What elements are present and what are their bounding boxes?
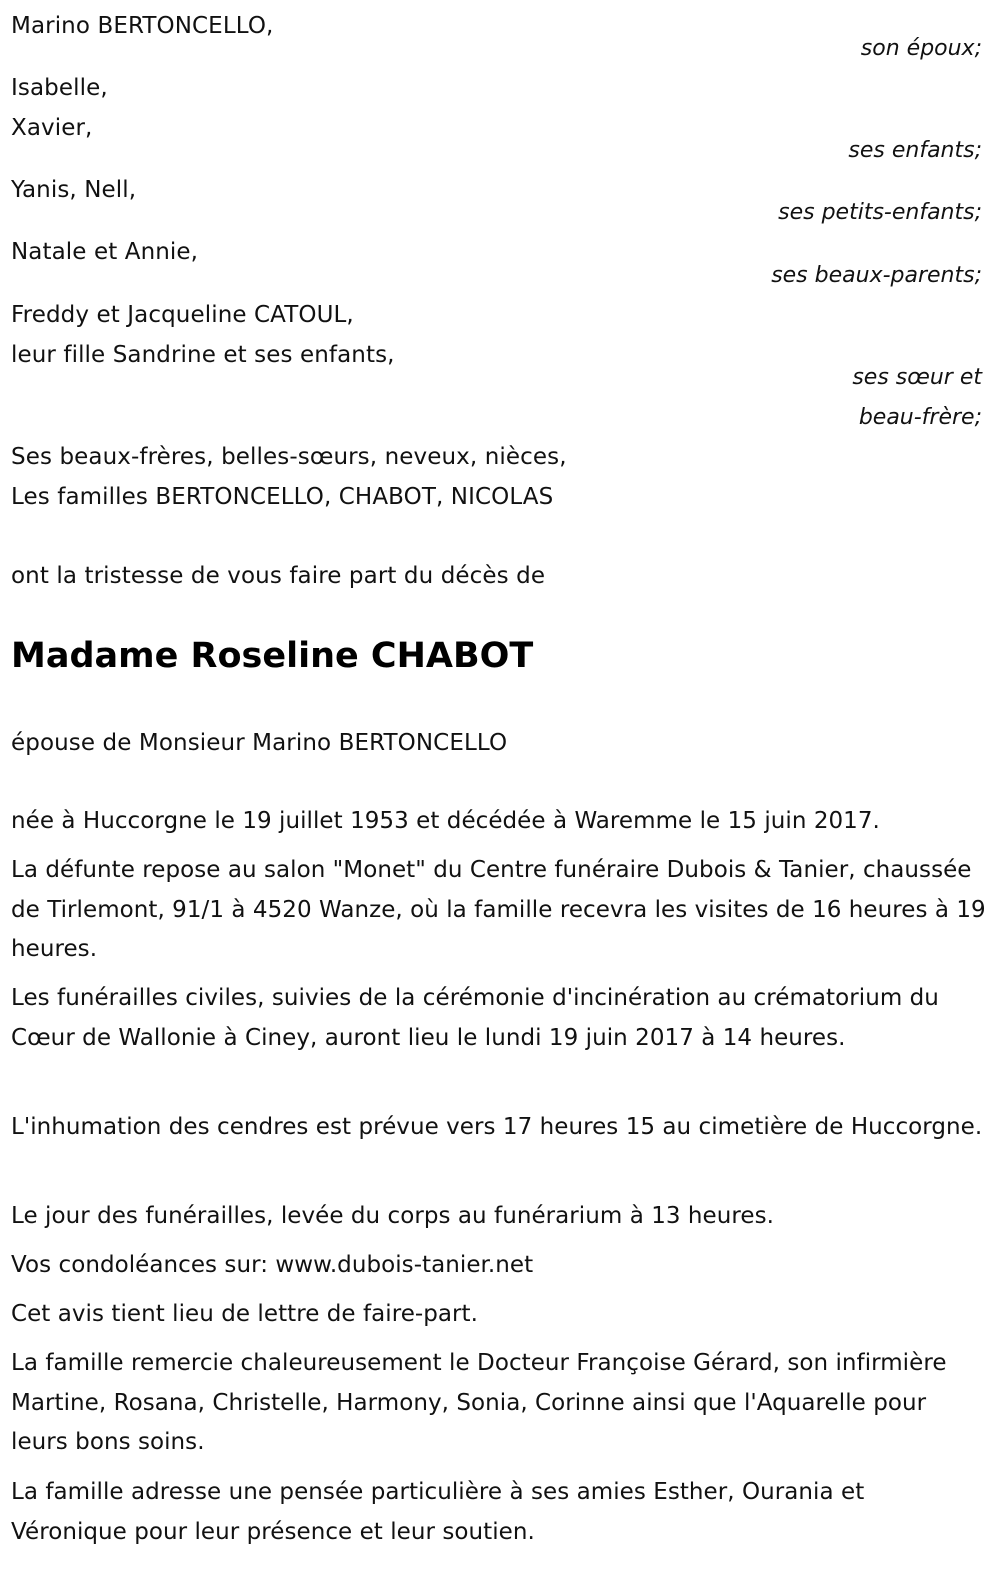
relation-siblings-line1: ses sœur et xyxy=(852,365,982,390)
family-names: Les familles BERTONCELLO, CHABOT, NICOLAS xyxy=(11,484,554,510)
child-name: Xavier, xyxy=(11,115,93,141)
sibling-names: Freddy et Jacqueline CATOUL, xyxy=(11,302,354,328)
child-name: Isabelle, xyxy=(11,75,108,101)
friends-paragraph: La famille adresse une pensée particulière à ses amies Esther, Ourania et Véronique pour leur présence et leur soutien. xyxy=(11,1479,865,1545)
viewing-paragraph: La défunte repose au salon "Monet" du Centre funéraire Dubois & Tanier, chaussée de Tirlemont, 91/1 à 4520 Wanze, où la famille recevra les visites de 16 heures à 19 heures. xyxy=(11,857,986,962)
announcement-text: ont la tristesse de vous faire part du décès de xyxy=(11,563,546,589)
deceased-name: Madame Roseline CHABOT xyxy=(11,636,534,676)
funeral-paragraph: Les funérailles civiles, suivies de la cérémonie d'incinération au crématorium du Cœur de Wallonie à Ciney, auront lieu le lundi 19 juin 2017 à 14 heures. xyxy=(11,985,939,1051)
procession-paragraph: Le jour des funérailles, levée du corps au funérarium à 13 heures. xyxy=(11,1203,774,1229)
spouse-of-text: épouse de Monsieur Marino BERTONCELLO xyxy=(11,730,508,756)
condolences-paragraph: Vos condoléances sur: www.dubois-tanier.net xyxy=(11,1252,534,1278)
relation-siblings-line2: beau-frère; xyxy=(858,405,982,430)
parents-in-law-names: Natale et Annie, xyxy=(11,239,199,265)
notice-paragraph: Cet avis tient lieu de lettre de faire-part. xyxy=(11,1301,478,1327)
thanks-paragraph: La famille remercie chaleureusement le Docteur Françoise Gérard, son infirmière Martine, Rosana, Christelle, Harmony, Sonia, Corinne ainsi que l'Aquarelle pour leurs bons soins. xyxy=(11,1350,947,1455)
relation-spouse: son époux; xyxy=(860,36,982,61)
burial-paragraph: L'inhumation des cendres est prévue vers 17 heures 15 au cimetière de Huccorgne. xyxy=(11,1114,983,1140)
relation-grandchildren: ses petits-enfants; xyxy=(778,200,982,225)
sibling-family: leur fille Sandrine et ses enfants, xyxy=(11,342,395,368)
relation-children: ses enfants; xyxy=(848,138,982,163)
birth-death-paragraph: née à Huccorgne le 19 juillet 1953 et décédée à Waremme le 15 juin 2017. xyxy=(11,808,880,834)
spouse-name: Marino BERTONCELLO, xyxy=(11,13,274,39)
grandchildren-names: Yanis, Nell, xyxy=(11,177,137,203)
extended-family: Ses beaux-frères, belles-sœurs, neveux, nièces, xyxy=(11,444,567,470)
relation-parents-in-law: ses beaux-parents; xyxy=(771,263,982,288)
